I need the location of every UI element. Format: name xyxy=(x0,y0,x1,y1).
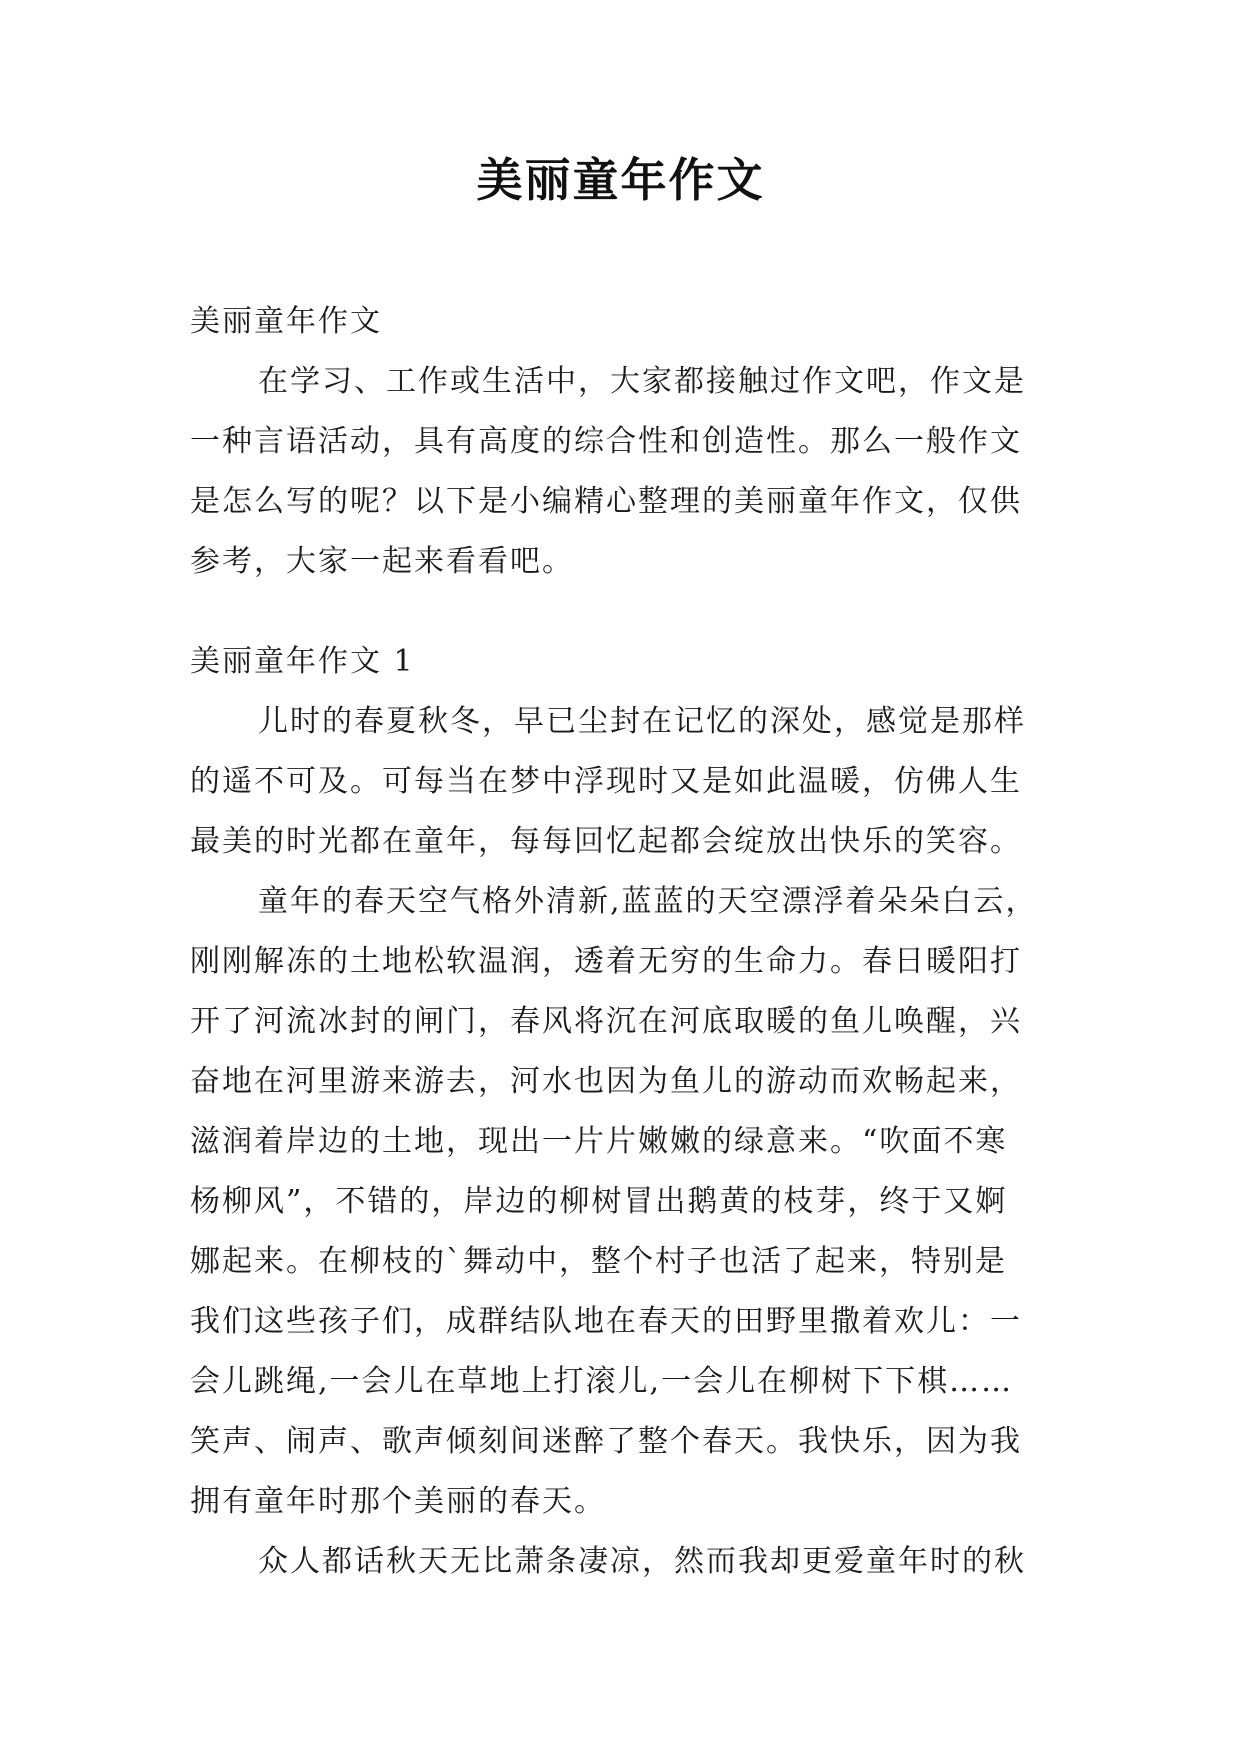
paragraph-line: 众人都话秋天无比萧条凄凉，然而我却更爱童年时的秋 xyxy=(258,1544,1026,1579)
paragraph-line: 童年的春天空气格外清新,蓝蓝的天空漂浮着朵朵白云， xyxy=(258,884,1038,919)
paragraph-line: 拥有童年时那个美丽的春天。 xyxy=(190,1484,606,1519)
paragraph-line: 杨柳风”，不错的，岸边的柳树冒出鹅黄的枝芽，终于又婀 xyxy=(190,1184,1008,1219)
section-heading xyxy=(190,632,1050,692)
paragraph-line: 在学习、工作或生活中，大家都接触过作文吧，作文是 xyxy=(258,364,1026,399)
paragraph-line: 的遥不可及。可每当在梦中浮现时又是如此温暖，仿佛人生 xyxy=(190,764,1022,799)
paragraph-line: 参考，大家一起来看看吧。 xyxy=(190,544,574,579)
paragraph-line: 我们这些孩子们，成群结队地在春天的田野里撒着欢儿：一 xyxy=(190,1304,1022,1339)
essay-heading-text: 美丽童年作文 xyxy=(190,304,382,339)
paragraph-line: 儿时的春夏秋冬，早已尘封在记忆的深处，感觉是那样 xyxy=(258,704,1026,739)
intro-paragraph xyxy=(190,352,1050,592)
paragraph-line: 一种言语活动，具有高度的综合性和创造性。那么一般作文 xyxy=(190,424,1022,459)
document-title: 美丽童年作文 xyxy=(476,153,765,207)
essay-heading xyxy=(190,292,1050,352)
paragraph-line: 会儿跳绳,一会儿在草地上打滚儿,一会儿在柳树下下棋…… xyxy=(190,1364,1014,1399)
paragraph-line: 奋地在河里游来游去，河水也因为鱼儿的游动而欢畅起来， xyxy=(190,1064,1022,1099)
paragraph-line: 娜起来。在柳枝的`舞动中，整个村子也活了起来，特别是 xyxy=(190,1244,1007,1279)
paragraph-line: 笑声、闹声、歌声倾刻间迷醉了整个春天。我快乐，因为我 xyxy=(190,1424,1022,1459)
paragraph-line: 是怎么写的呢？以下是小编精心整理的美丽童年作文，仅供 xyxy=(190,484,1022,519)
section-body xyxy=(190,692,1050,1592)
paragraph-line: 刚刚解冻的土地松软温润，透着无穷的生命力。春日暖阳打 xyxy=(190,944,1022,979)
section-heading-text: 美丽童年作文 1 xyxy=(190,644,415,679)
paragraph-line: 滋润着岸边的土地，现出一片片嫩嫩的绿意来。“吹面不寒 xyxy=(190,1124,1008,1159)
paragraph-line: 最美的时光都在童年，每每回忆起都会绽放出快乐的笑容。 xyxy=(190,824,1022,859)
paragraph-line: 开了河流冰封的闸门，春风将沉在河底取暖的鱼儿唤醒，兴 xyxy=(190,1004,1022,1039)
